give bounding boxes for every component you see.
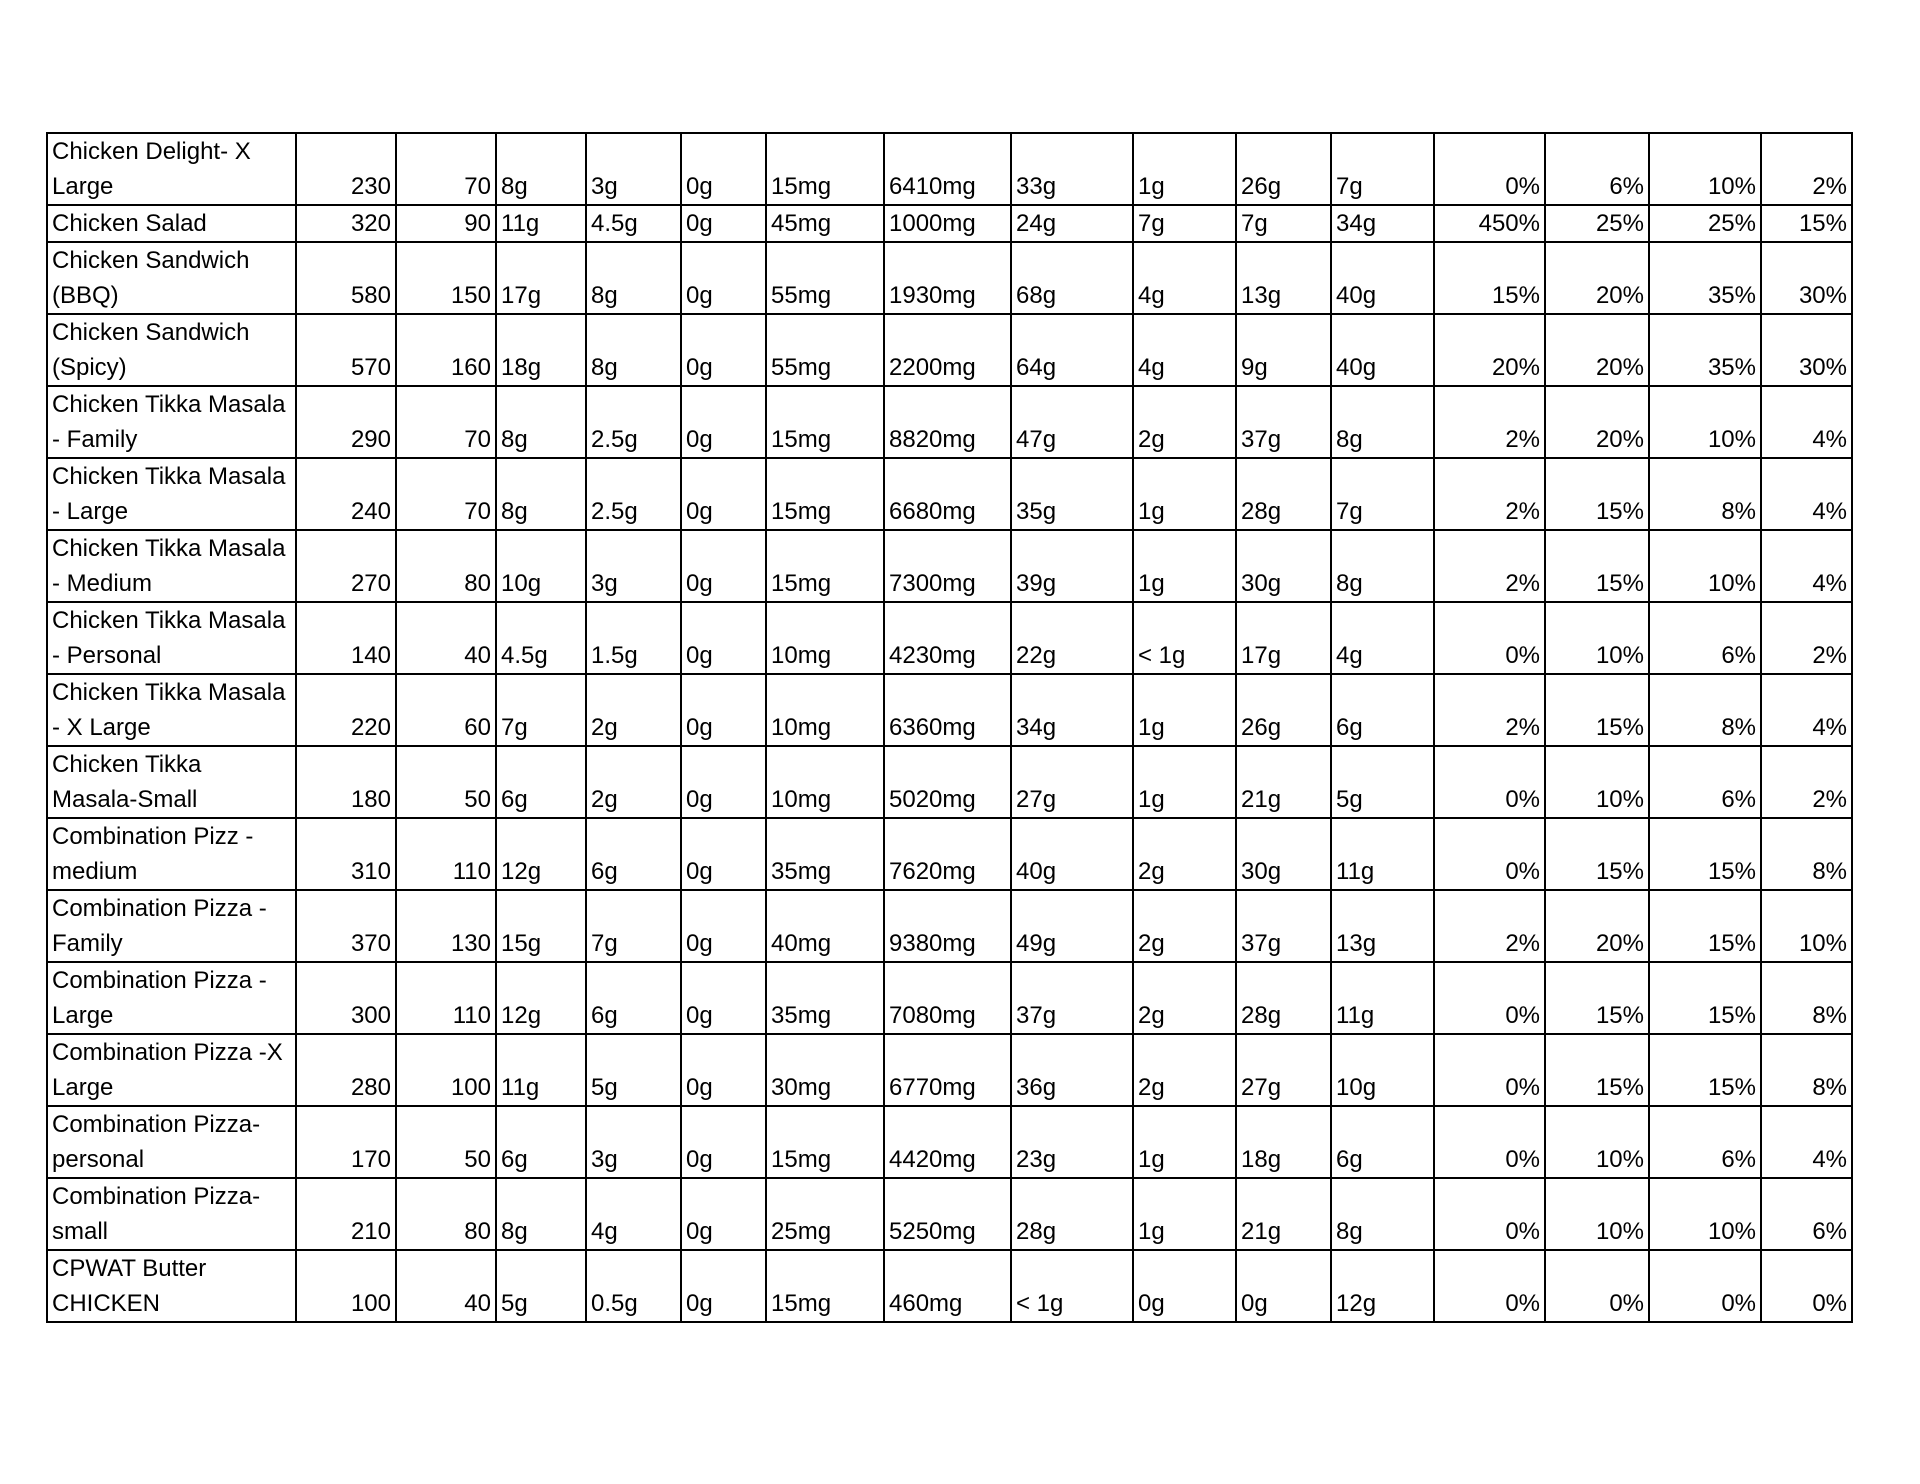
table-cell: 10% (1649, 530, 1761, 602)
table-cell: 11g (496, 205, 586, 242)
table-cell: 10% (1545, 1106, 1649, 1178)
table-cell: 0% (1434, 133, 1545, 205)
table-cell: 0g (681, 242, 766, 314)
table-cell: 8g (1331, 530, 1434, 602)
table-cell: 0% (1434, 818, 1545, 890)
table-cell: 30mg (766, 1034, 884, 1106)
table-cell: 80 (396, 530, 496, 602)
table-cell: 8g (586, 314, 681, 386)
table-cell: 230 (296, 133, 396, 205)
table-cell: 140 (296, 602, 396, 674)
table-cell: 9380mg (884, 890, 1011, 962)
table-cell: 0g (1133, 1250, 1236, 1322)
table-cell: 6g (496, 746, 586, 818)
table-cell: 580 (296, 242, 396, 314)
table-cell: 80 (396, 1178, 496, 1250)
table-row (47, 242, 1852, 314)
table-cell: 60 (396, 674, 496, 746)
table-cell: 8g (586, 242, 681, 314)
table-cell: 4g (1331, 602, 1434, 674)
table-cell: 21g (1236, 746, 1331, 818)
table-cell: 0% (1434, 1106, 1545, 1178)
table-body (47, 133, 1852, 1322)
table-row (47, 530, 1852, 602)
table-cell: 0g (681, 962, 766, 1034)
item-name-cell: Combination Pizz - medium (47, 818, 296, 890)
table-cell: 15% (1545, 818, 1649, 890)
table-cell: 270 (296, 530, 396, 602)
table-cell: 15% (1545, 530, 1649, 602)
table-cell: 8% (1649, 674, 1761, 746)
table-cell: 45mg (766, 205, 884, 242)
table-cell: 12g (496, 962, 586, 1034)
table-cell: 2g (1133, 818, 1236, 890)
table-cell: 30% (1761, 314, 1852, 386)
table-cell: 8820mg (884, 386, 1011, 458)
table-cell: 0% (1434, 602, 1545, 674)
table-cell: 49g (1011, 890, 1133, 962)
item-name-cell: Combination Pizza - Family (47, 890, 296, 962)
item-name-cell: Chicken Tikka Masala - Large (47, 458, 296, 530)
table-cell: 20% (1545, 314, 1649, 386)
table-cell: 3g (586, 1106, 681, 1178)
table-cell: 8g (496, 133, 586, 205)
table-cell: 70 (396, 133, 496, 205)
table-cell: 7g (496, 674, 586, 746)
table-cell: 37g (1236, 890, 1331, 962)
table-cell: 2g (1133, 890, 1236, 962)
table-cell: 10mg (766, 746, 884, 818)
table-cell: 18g (496, 314, 586, 386)
table-cell: 290 (296, 386, 396, 458)
table-cell: 3g (586, 530, 681, 602)
table-cell: 25% (1649, 205, 1761, 242)
table-cell: 55mg (766, 314, 884, 386)
table-cell: 30% (1761, 242, 1852, 314)
table-cell: 10% (1761, 890, 1852, 962)
table-cell: 6360mg (884, 674, 1011, 746)
table-cell: 10% (1545, 746, 1649, 818)
table-cell: 8% (1761, 962, 1852, 1034)
table-cell: 10% (1545, 1178, 1649, 1250)
table-cell: 28g (1236, 458, 1331, 530)
table-cell: 0% (1434, 1250, 1545, 1322)
table-cell: < 1g (1133, 602, 1236, 674)
table-cell: 8g (496, 1178, 586, 1250)
table-cell: 0g (681, 1178, 766, 1250)
table-cell: 15% (1649, 818, 1761, 890)
table-cell: 2200mg (884, 314, 1011, 386)
table-cell: 7g (1331, 133, 1434, 205)
table-cell: 15% (1545, 1034, 1649, 1106)
table-cell: 15% (1545, 458, 1649, 530)
table-cell: 2.5g (586, 458, 681, 530)
table-cell: 70 (396, 386, 496, 458)
table-cell: 15% (1649, 890, 1761, 962)
table-cell: 24g (1011, 205, 1133, 242)
table-row (47, 746, 1852, 818)
table-cell: 30g (1236, 818, 1331, 890)
table-cell: 11g (1331, 818, 1434, 890)
table-cell: 0.5g (586, 1250, 681, 1322)
table-cell: 40g (1331, 314, 1434, 386)
table-cell: 2% (1434, 674, 1545, 746)
table-cell: 220 (296, 674, 396, 746)
item-name-cell: Combination Pizza-small (47, 1178, 296, 1250)
table-cell: < 1g (1011, 1250, 1133, 1322)
table-cell: 160 (396, 314, 496, 386)
table-cell: 2g (1133, 386, 1236, 458)
table-cell: 7g (1133, 205, 1236, 242)
table-cell: 370 (296, 890, 396, 962)
item-name-cell: Chicken Tikka Masala - Personal (47, 602, 296, 674)
table-cell: 7g (1236, 205, 1331, 242)
table-cell: 2.5g (586, 386, 681, 458)
table-cell: 4.5g (586, 205, 681, 242)
table-cell: 6g (1331, 1106, 1434, 1178)
table-cell: 1g (1133, 458, 1236, 530)
table-cell: 0% (1649, 1250, 1761, 1322)
table-cell: 10mg (766, 674, 884, 746)
table-cell: 10% (1545, 602, 1649, 674)
table-cell: 100 (396, 1034, 496, 1106)
table-cell: 30g (1236, 530, 1331, 602)
table-cell: 37g (1236, 386, 1331, 458)
table-cell: 180 (296, 746, 396, 818)
table-cell: 5g (1331, 746, 1434, 818)
item-name-cell: Chicken Sandwich (BBQ) (47, 242, 296, 314)
table-cell: 0g (681, 530, 766, 602)
table-cell: 6g (586, 962, 681, 1034)
table-cell: 6% (1649, 746, 1761, 818)
table-cell: 10g (496, 530, 586, 602)
table-cell: 15mg (766, 1250, 884, 1322)
table-cell: 28g (1011, 1178, 1133, 1250)
table-cell: 20% (1545, 890, 1649, 962)
table-row (47, 205, 1852, 242)
table-cell: 20% (1545, 386, 1649, 458)
table-cell: 26g (1236, 133, 1331, 205)
table-cell: 20% (1545, 242, 1649, 314)
table-cell: 20% (1434, 314, 1545, 386)
table-cell: 1g (1133, 1106, 1236, 1178)
item-name-cell: Chicken Delight- X Large (47, 133, 296, 205)
table-cell: 15mg (766, 458, 884, 530)
table-cell: 35% (1649, 314, 1761, 386)
table-cell: 9g (1236, 314, 1331, 386)
table-cell: 6g (496, 1106, 586, 1178)
table-cell: 13g (1331, 890, 1434, 962)
table-cell: 2g (1133, 962, 1236, 1034)
table-cell: 110 (396, 962, 496, 1034)
table-cell: 15mg (766, 530, 884, 602)
table-cell: 33g (1011, 133, 1133, 205)
table-cell: 310 (296, 818, 396, 890)
table-cell: 15% (1545, 962, 1649, 1034)
table-cell: 26g (1236, 674, 1331, 746)
table-cell: 2% (1761, 133, 1852, 205)
table-cell: 2% (1434, 386, 1545, 458)
table-cell: 6770mg (884, 1034, 1011, 1106)
table-cell: 40g (1331, 242, 1434, 314)
table-cell: 10% (1649, 386, 1761, 458)
table-cell: 15% (1545, 674, 1649, 746)
table-cell: 70 (396, 458, 496, 530)
table-cell: 40mg (766, 890, 884, 962)
table-cell: 5020mg (884, 746, 1011, 818)
table-row (47, 602, 1852, 674)
table-cell: 460mg (884, 1250, 1011, 1322)
table-cell: 15g (496, 890, 586, 962)
table-cell: 1000mg (884, 205, 1011, 242)
table-cell: 40 (396, 602, 496, 674)
table-cell: 6% (1649, 1106, 1761, 1178)
table-cell: 4g (1133, 314, 1236, 386)
table-cell: 0g (681, 674, 766, 746)
nutrition-table (46, 132, 1853, 1323)
table-cell: 6g (586, 818, 681, 890)
table-cell: 8g (1331, 386, 1434, 458)
table-cell: 15% (1434, 242, 1545, 314)
table-cell: 6410mg (884, 133, 1011, 205)
table-cell: 25% (1545, 205, 1649, 242)
table-cell: 35% (1649, 242, 1761, 314)
table-cell: 2% (1434, 530, 1545, 602)
table-cell: 4g (586, 1178, 681, 1250)
table-cell: 0% (1434, 1178, 1545, 1250)
table-cell: 35mg (766, 818, 884, 890)
item-name-cell: Chicken Tikka Masala-Small (47, 746, 296, 818)
table-row (47, 962, 1852, 1034)
table-row (47, 1034, 1852, 1106)
table-cell: 2g (586, 674, 681, 746)
table-cell: 50 (396, 746, 496, 818)
table-row (47, 1250, 1852, 1322)
table-cell: 11g (496, 1034, 586, 1106)
table-row (47, 674, 1852, 746)
table-cell: 7620mg (884, 818, 1011, 890)
table-cell: 2g (1133, 1034, 1236, 1106)
table-cell: 1g (1133, 1178, 1236, 1250)
table-cell: 0% (1434, 962, 1545, 1034)
table-row (47, 1106, 1852, 1178)
table-cell: 15% (1761, 205, 1852, 242)
table-cell: 570 (296, 314, 396, 386)
item-name-cell: Chicken Tikka Masala - Medium (47, 530, 296, 602)
table-cell: 37g (1011, 962, 1133, 1034)
table-cell: 4% (1761, 530, 1852, 602)
table-row (47, 458, 1852, 530)
table-cell: 1g (1133, 746, 1236, 818)
table-cell: 2% (1434, 458, 1545, 530)
table-cell: 2g (586, 746, 681, 818)
table-cell: 3g (586, 133, 681, 205)
table-cell: 10g (1331, 1034, 1434, 1106)
table-cell: 6% (1649, 602, 1761, 674)
table-cell: 8g (496, 386, 586, 458)
table-cell: 40g (1011, 818, 1133, 890)
table-cell: 4% (1761, 458, 1852, 530)
table-cell: 15mg (766, 1106, 884, 1178)
table-cell: 7300mg (884, 530, 1011, 602)
table-cell: 1g (1133, 133, 1236, 205)
table-cell: 1930mg (884, 242, 1011, 314)
item-name-cell: Combination Pizza -X Large (47, 1034, 296, 1106)
table-cell: 6% (1545, 133, 1649, 205)
table-cell: 8g (1331, 1178, 1434, 1250)
table-row (47, 1178, 1852, 1250)
table-cell: 27g (1236, 1034, 1331, 1106)
table-cell: 0% (1434, 746, 1545, 818)
table-cell: 6680mg (884, 458, 1011, 530)
table-cell: 35g (1011, 458, 1133, 530)
table-cell: 6g (1331, 674, 1434, 746)
table-row (47, 386, 1852, 458)
table-cell: 2% (1434, 890, 1545, 962)
table-cell: 8% (1649, 458, 1761, 530)
table-cell: 40 (396, 1250, 496, 1322)
table-cell: 39g (1011, 530, 1133, 602)
table-cell: 5g (496, 1250, 586, 1322)
table-cell: 0g (681, 133, 766, 205)
table-cell: 47g (1011, 386, 1133, 458)
table-cell: 64g (1011, 314, 1133, 386)
table-cell: 150 (396, 242, 496, 314)
table-cell: 300 (296, 962, 396, 1034)
table-cell: 4420mg (884, 1106, 1011, 1178)
table-cell: 27g (1011, 746, 1133, 818)
table-cell: 4230mg (884, 602, 1011, 674)
table-cell: 7g (1331, 458, 1434, 530)
table-cell: 5250mg (884, 1178, 1011, 1250)
table-cell: 34g (1011, 674, 1133, 746)
table-cell: 0g (681, 205, 766, 242)
table-cell: 12g (1331, 1250, 1434, 1322)
table-cell: 170 (296, 1106, 396, 1178)
table-cell: 130 (396, 890, 496, 962)
table-cell: 68g (1011, 242, 1133, 314)
table-cell: 4.5g (496, 602, 586, 674)
table-cell: 280 (296, 1034, 396, 1106)
table-row (47, 133, 1852, 205)
table-cell: 22g (1011, 602, 1133, 674)
table-cell: 1.5g (586, 602, 681, 674)
table-cell: 12g (496, 818, 586, 890)
item-name-cell: Combination Pizza - Large (47, 962, 296, 1034)
table-cell: 5g (586, 1034, 681, 1106)
table-row (47, 890, 1852, 962)
table-cell: 4% (1761, 386, 1852, 458)
table-cell: 23g (1011, 1106, 1133, 1178)
table-cell: 240 (296, 458, 396, 530)
table-cell: 0g (681, 458, 766, 530)
table-cell: 35mg (766, 962, 884, 1034)
table-cell: 13g (1236, 242, 1331, 314)
table-row (47, 818, 1852, 890)
table-cell: 0g (681, 1250, 766, 1322)
table-cell: 8g (496, 458, 586, 530)
item-name-cell: Chicken Salad (47, 205, 296, 242)
table-cell: 7g (586, 890, 681, 962)
table-cell: 15mg (766, 133, 884, 205)
table-cell: 55mg (766, 242, 884, 314)
table-cell: 10mg (766, 602, 884, 674)
table-cell: 11g (1331, 962, 1434, 1034)
table-cell: 10% (1649, 133, 1761, 205)
table-cell: 8% (1761, 818, 1852, 890)
table-cell: 7080mg (884, 962, 1011, 1034)
table-cell: 0g (681, 746, 766, 818)
table-cell: 4% (1761, 1106, 1852, 1178)
table-cell: 0g (681, 1034, 766, 1106)
table-cell: 10% (1649, 1178, 1761, 1250)
item-name-cell: Chicken Tikka Masala - X Large (47, 674, 296, 746)
item-name-cell: CPWAT Butter CHICKEN (47, 1250, 296, 1322)
table-cell: 15% (1649, 962, 1761, 1034)
table-cell: 0g (681, 386, 766, 458)
table-cell: 8% (1761, 1034, 1852, 1106)
table-cell: 28g (1236, 962, 1331, 1034)
table-cell: 2% (1761, 602, 1852, 674)
item-name-cell: Combination Pizza-personal (47, 1106, 296, 1178)
table-row (47, 314, 1852, 386)
table-cell: 0% (1545, 1250, 1649, 1322)
table-cell: 0g (681, 314, 766, 386)
table-cell: 4% (1761, 674, 1852, 746)
table-cell: 0g (681, 890, 766, 962)
table-cell: 0g (681, 1106, 766, 1178)
table-cell: 320 (296, 205, 396, 242)
table-cell: 0g (681, 602, 766, 674)
table-cell: 2% (1761, 746, 1852, 818)
item-name-cell: Chicken Tikka Masala - Family (47, 386, 296, 458)
table-cell: 90 (396, 205, 496, 242)
table-cell: 18g (1236, 1106, 1331, 1178)
table-cell: 0% (1761, 1250, 1852, 1322)
table-cell: 0g (681, 818, 766, 890)
table-cell: 210 (296, 1178, 396, 1250)
table-cell: 6% (1761, 1178, 1852, 1250)
table-cell: 25mg (766, 1178, 884, 1250)
table-cell: 0% (1434, 1034, 1545, 1106)
table-cell: 450% (1434, 205, 1545, 242)
item-name-cell: Chicken Sandwich (Spicy) (47, 314, 296, 386)
table-cell: 110 (396, 818, 496, 890)
table-cell: 17g (1236, 602, 1331, 674)
table-cell: 15mg (766, 386, 884, 458)
table-cell: 34g (1331, 205, 1434, 242)
table-cell: 15% (1649, 1034, 1761, 1106)
table-cell: 1g (1133, 530, 1236, 602)
table-cell: 21g (1236, 1178, 1331, 1250)
table-cell: 36g (1011, 1034, 1133, 1106)
table-cell: 17g (496, 242, 586, 314)
table-cell: 50 (396, 1106, 496, 1178)
table-cell: 0g (1236, 1250, 1331, 1322)
table-cell: 1g (1133, 674, 1236, 746)
table-cell: 100 (296, 1250, 396, 1322)
table-cell: 4g (1133, 242, 1236, 314)
